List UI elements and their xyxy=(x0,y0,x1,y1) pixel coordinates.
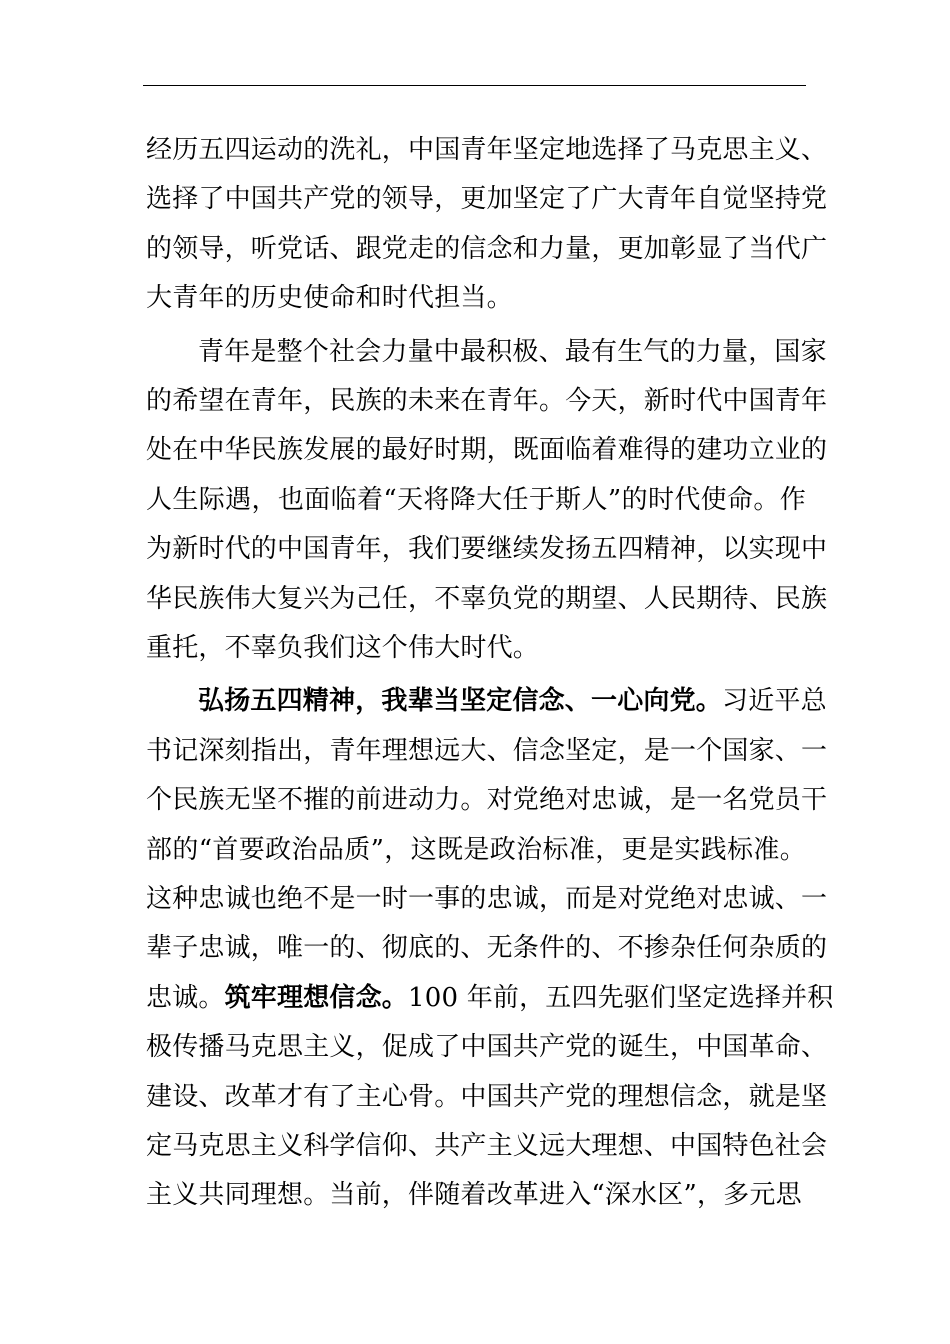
text-line xyxy=(146,529,828,569)
text-line xyxy=(146,179,828,219)
text-line xyxy=(146,1077,828,1117)
bold-heading-text: 筑牢理想信念。 xyxy=(224,982,409,1013)
body-text: 大青年的历史使命和时代担当。 xyxy=(146,283,513,314)
text-line xyxy=(146,229,828,269)
body-text: 建设、改革才有了主心骨。中国共产党的理想信念，就是坚 xyxy=(146,1081,828,1112)
body-text: 辈子忠诚，唯一的、彻底的、无条件的、不掺杂任何杂质的 xyxy=(146,933,828,964)
body-text: 部的“首要政治品质”，这既是政治标准，更是实践标准。 xyxy=(146,834,806,865)
body-text: 定马克思主义科学信仰、共产主义远大理想、中国特色社会 xyxy=(146,1131,828,1161)
text-line xyxy=(198,332,827,372)
text-line xyxy=(146,928,828,968)
body-text: 书记深刻指出，青年理想远大、信念坚定，是一个国家、一 xyxy=(146,735,828,766)
text-line xyxy=(146,130,828,170)
body-text: 的希望在青年，民族的未来在青年。今天，新时代中国青年 xyxy=(146,386,828,416)
text-line xyxy=(146,480,806,520)
text-line xyxy=(146,579,828,619)
body-text: 重托，不辜负我们这个伟大时代。 xyxy=(146,633,540,663)
body-text: 选择了中国共产党的领导，更加坚定了广大青年自觉坚持党 xyxy=(146,184,828,215)
text-line xyxy=(146,278,806,318)
text-line xyxy=(198,681,827,721)
body-text: 100 年前，五四先驱们坚定选择并积 xyxy=(408,982,834,1013)
body-text: 个民族无坚不摧的前进动力。对党绝对忠诚，是一名党员干 xyxy=(146,785,828,816)
text-line xyxy=(146,430,828,470)
body-text: 这种忠诚也绝不是一时一事的忠诚，而是对党绝对忠诚、一 xyxy=(146,884,828,914)
body-text: 为新时代的中国青年，我们要继续发扬五四精神，以实现中 xyxy=(146,534,828,565)
body-text: 青年是整个社会力量中最积极、最有生气的力量，国家 xyxy=(198,336,827,367)
text-line xyxy=(146,978,834,1018)
text-line xyxy=(146,1126,828,1166)
text-line xyxy=(146,381,828,421)
text-line xyxy=(146,628,806,668)
body-text: 主义共同理想。当前，伴随着改革进入“深水区”，多元思 xyxy=(146,1180,802,1211)
body-text: 忠诚。 xyxy=(146,982,225,1013)
bold-heading-text: 弘扬五四精神，我辈当坚定信念、一心向党。 xyxy=(198,686,723,717)
body-text: 的领导，听党话、跟党走的信念和力量，更加彰显了当代广 xyxy=(146,233,828,264)
body-text: 处在中华民族发展的最好时期，既面临着难得的建功立业的 xyxy=(146,435,828,466)
body-text: 华民族伟大复兴为己任，不辜负党的期望、人民期待、民族 xyxy=(146,583,828,614)
text-line xyxy=(146,879,828,919)
body-text: 极传播马克思主义，促成了中国共产党的诞生，中国革命、 xyxy=(146,1032,828,1063)
text-line xyxy=(146,1027,828,1067)
text-line xyxy=(146,1175,806,1215)
body-text: 经历五四运动的洗礼，中国青年坚定地选择了马克思主义、 xyxy=(146,135,828,165)
text-line xyxy=(146,780,828,820)
text-line xyxy=(146,830,806,870)
header-rule xyxy=(143,85,806,86)
body-text: 习近平总 xyxy=(722,686,827,717)
body-text: 人生际遇，也面临着“天将降大任于斯人”的时代使命。作 xyxy=(146,484,806,515)
text-line xyxy=(146,731,828,771)
